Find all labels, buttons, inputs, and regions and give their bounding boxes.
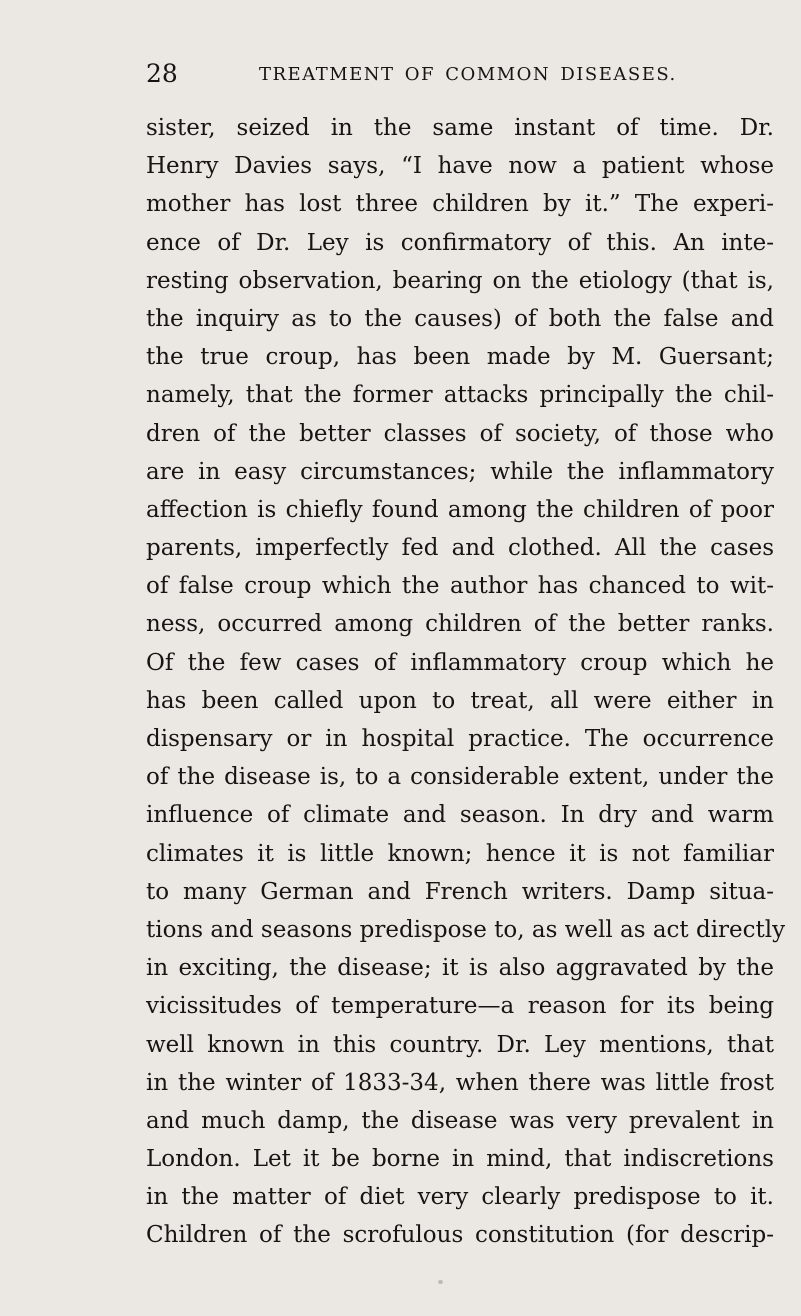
text-line: in the matter of diet very clearly predispose to it.	[146, 1184, 774, 1211]
paper-speck	[438, 1280, 443, 1284]
text-line: tions and seasons predispose to, as well as act directly	[146, 916, 786, 943]
text-line: Henry Davies says, “I have now a patient whose	[146, 153, 774, 180]
text-line: of false croup which the author has chanced to wit-	[146, 573, 774, 600]
text-line: parents, imperfectly fed and clothed. All the cases	[146, 535, 774, 562]
running-title: TREATMENT OF COMMON DISEASES.	[259, 64, 677, 85]
text-line: ence of Dr. Ley is confirmatory of this. An inte-	[146, 229, 774, 256]
text-line: has been called upon to treat, all were either in	[146, 687, 774, 714]
text-line: of the disease is, to a considerable extent, under the	[146, 764, 774, 791]
text-line: namely, that the former attacks principally the chil-	[146, 382, 774, 409]
text-line: in the winter of 1833-34, when there was little frost	[146, 1069, 774, 1096]
text-line: Children of the scrofulous constitution (for descrip-	[146, 1222, 774, 1249]
text-line: influence of climate and season. In dry and warm	[146, 802, 774, 829]
text-line: in exciting, the disease; it is also aggravated by the	[146, 955, 774, 982]
text-line: are in easy circumstances; while the inflammatory	[146, 458, 774, 485]
page-number: 28	[146, 59, 178, 88]
text-line: mother has lost three children by it.” The experi-	[146, 191, 774, 218]
text-line: dren of the better classes of society, of those who	[146, 420, 774, 447]
text-line: ness, occurred among children of the better ranks.	[146, 611, 774, 638]
text-line: the inquiry as to the causes) of both the false and	[146, 305, 774, 332]
text-line: Of the few cases of inflammatory croup which he	[146, 649, 774, 676]
text-line: to many German and French writers. Damp situa-	[146, 878, 774, 905]
text-line: affection is chiefly found among the children of poor	[146, 496, 774, 523]
text-line: and much damp, the disease was very prevalent in	[146, 1107, 774, 1134]
text-line: dispensary or in hospital practice. The occurrence	[146, 726, 774, 752]
body-text	[146, 109, 786, 1255]
text-line: London. Let it be borne in mind, that indiscretions	[146, 1146, 774, 1173]
text-line: resting observation, bearing on the etiology (that is,	[146, 267, 774, 294]
text-line: vicissitudes of temperature—a reason for its being	[146, 993, 774, 1020]
text-line: sister, seized in the same instant of time. Dr.	[146, 115, 774, 141]
text-line: the true croup, has been made by M. Guersant;	[146, 344, 774, 371]
text-line: climates it is little known; hence it is not familiar	[146, 840, 774, 867]
text-line: well known in this country. Dr. Ley mentions, that	[146, 1031, 774, 1058]
